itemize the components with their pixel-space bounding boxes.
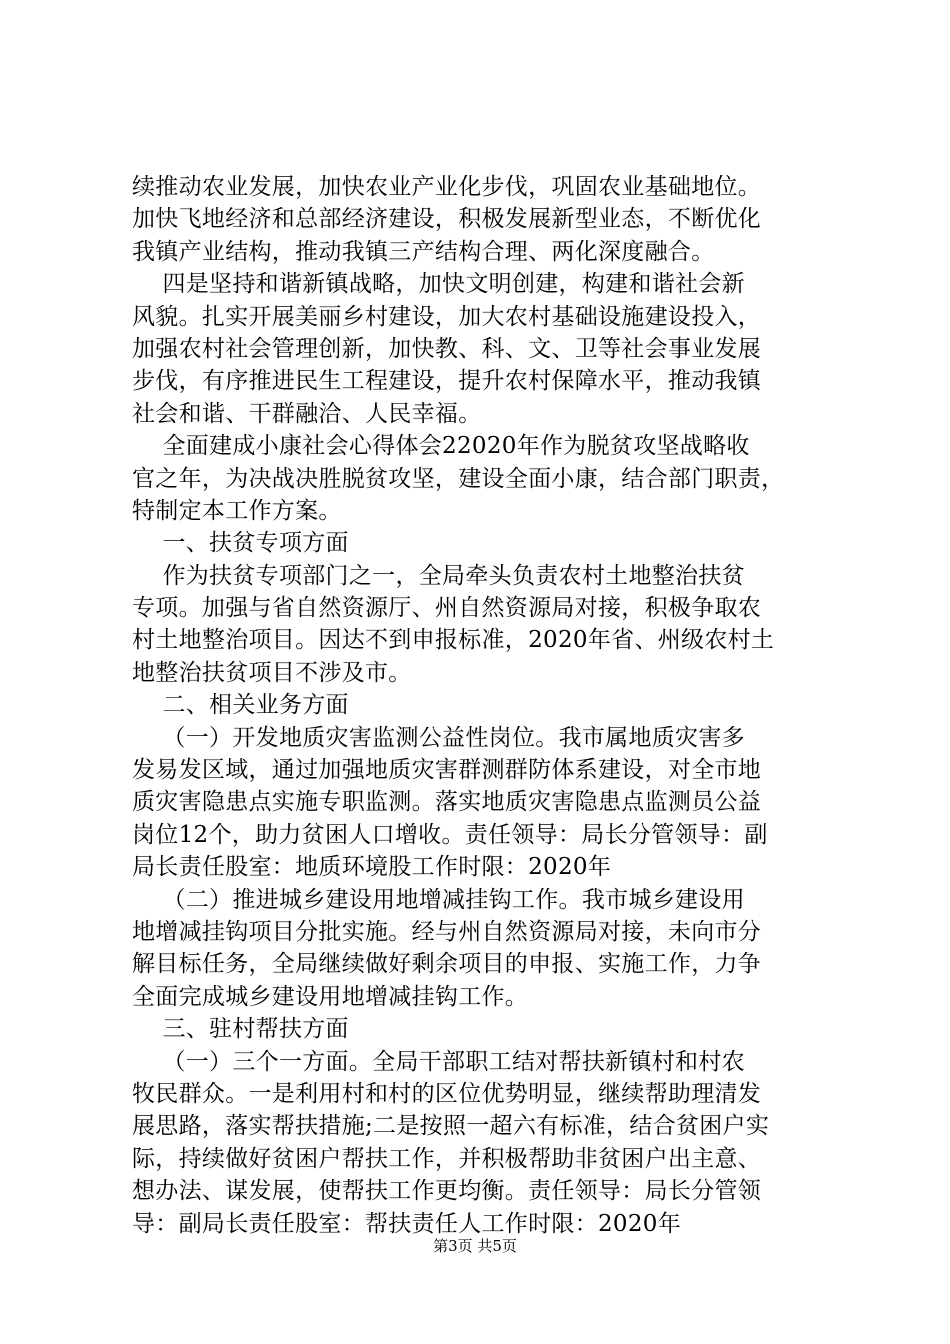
text-line: （二）推进城乡建设用地增减挂钩工作。我市城乡建设用 (132, 886, 745, 913)
text-line: 加快飞地经济和总部经济建设，积极发展新型业态，不断优化 (132, 206, 762, 233)
page-footer: 第3页 共5页 (433, 1237, 517, 1255)
text-line: 步伐，有序推进民生工程建设，提升农村保障水平，推动我镇 (132, 368, 762, 395)
text-line: 官之年，为决战决胜脱贫攻坚，建设全面小康，结合部门职责， (132, 465, 785, 492)
text-line: 一、扶贫专项方面 (132, 530, 349, 557)
text-line: 地整治扶贫项目不涉及市。 (132, 659, 412, 686)
text-line: 风貌。扎实开展美丽乡村建设，加大农村基础设施建设投入， (132, 303, 762, 330)
text-line: 专项。加强与省自然资源厅、州自然资源局对接，积极争取农 (132, 595, 762, 622)
text-line: 作为扶贫专项部门之一，全局牵头负责农村土地整治扶贫 (132, 562, 745, 589)
text-line: 发易发区域，通过加强地质灾害群测群防体系建设，对全市地 (132, 757, 762, 784)
text-line: 地增减挂钩项目分批实施。经与州自然资源局对接，未向市分 (132, 918, 762, 945)
text-line: 三、驻村帮扶方面 (132, 1016, 349, 1043)
text-line: 全面完成城乡建设用地增减挂钩工作。 (132, 983, 529, 1010)
text-line: 质灾害隐患点实施专职监测。落实地质灾害隐患点监测员公益 (132, 789, 762, 816)
text-line: 二、相关业务方面 (132, 692, 349, 719)
text-line: 加强农村社会管理创新，加快教、科、文、卫等社会事业发展 (132, 335, 762, 362)
text-line: 社会和谐、干群融洽、人民幸福。 (132, 400, 482, 427)
text-line: 际，持续做好贫困户帮扶工作，并积极帮助非贫困户出主意、 (132, 1145, 762, 1172)
text-line: 解目标任务，全局继续做好剩余项目的申报、实施工作，力争 (132, 951, 762, 978)
text-line: 全面建成小康社会心得体会22020年作为脱贫攻坚战略收 (132, 433, 750, 460)
document-body (132, 171, 832, 1240)
text-line: 想办法、谋发展，使帮扶工作更均衡。责任领导：局长分管领 (132, 1178, 762, 1205)
text-line: 导：副局长责任股室：帮扶责任人工作时限：2020年 (132, 1210, 682, 1237)
text-line: 特制定本工作方案。 (132, 497, 342, 524)
text-line: 局长责任股室：地质环境股工作时限：2020年 (132, 854, 612, 881)
text-line: 村土地整治项目。因达不到申报标准，2020年省、州级农村土 (132, 627, 775, 654)
text-line: （一）开发地质灾害监测公益性岗位。我市属地质灾害多 (132, 724, 745, 751)
text-line: 续推动农业发展，加快农业产业化步伐，巩固农业基础地位。 (132, 174, 762, 200)
text-line: 牧民群众。一是利用村和村的区位优势明显，继续帮助理清发 (132, 1080, 762, 1107)
text-line: 展思路，落实帮扶措施;二是按照一超六有标准，结合贫困户实 (132, 1113, 770, 1140)
text-line: 四是坚持和谐新镇战略，加快文明创建，构建和谐社会新 (132, 271, 745, 298)
text-line: 我镇产业结构，推动我镇三产结构合理、两化深度融合。 (132, 238, 715, 265)
text-line: 岗位12个，助力贫困人口增收。责任领导：局长分管领导：副 (132, 821, 768, 848)
text-line: （一）三个一方面。全局干部职工结对帮扶新镇村和村农 (132, 1048, 745, 1075)
